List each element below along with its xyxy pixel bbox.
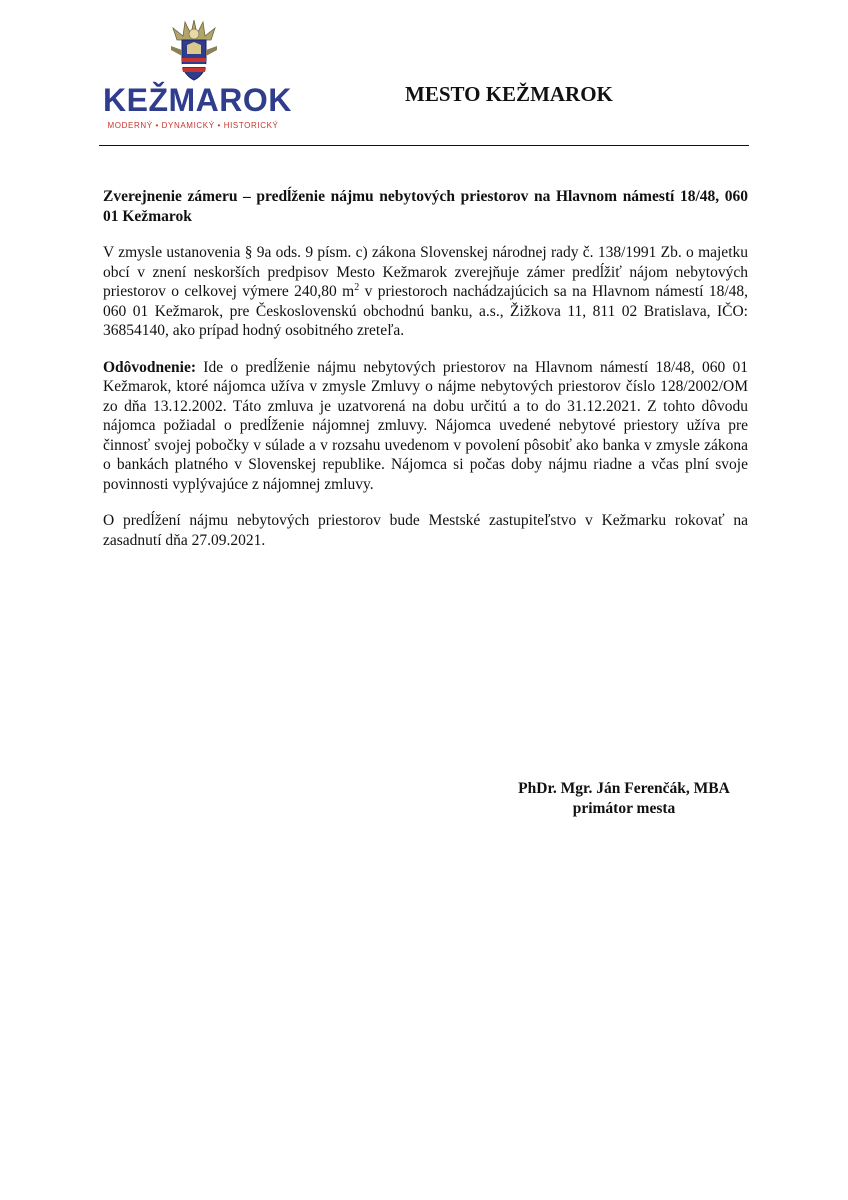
- justification-text: Ide o predĺženie nájmu nebytových priestorov na Hlavnom námestí 18/48, 060 01 Kežmarok, ktoré nájomca užíva v zmysle Zmluvy o nájme nebytových priestorov číslo 128/2002/OM zo dňa 13.12.2002. Táto zmluva je uzatvorená na dobu určitú a to do 31.12.2021. Z tohto dôvodu nájomca požiadal o predĺženie nájomnej zmluvy. Nájomca uvedené nebytové priestory užíva pre činnosť svojej pobočky v súlade a v rozsahu uvedenom v povolení pôsobiť ako banka v zmysle zákona o bankách platného v Slovenskej republike. Nájomca si počas doby nájmu riadne a včas plní svoje povinnosti vyplývajúce z nájomnej zmluvy.: [103, 358, 748, 493]
- signatory-name: PhDr. Mgr. Ján Ferenčák, MBA: [518, 780, 730, 797]
- unit-superscript: 2: [354, 281, 360, 293]
- header-divider: [99, 145, 749, 146]
- intro-text-end: v priestoroch nachádzajúcich sa na Hlavnom námestí 18/48, 060 01 Kežmarok, pre Československú obchodnú banku, a.s., Žižkova 11, 811 02 Bratislava, IČO: 36854140, ako prípad hodný osobitného zreteľa.: [103, 283, 748, 339]
- signature-block: [500, 779, 748, 819]
- city-logo: [103, 20, 292, 130]
- intro-text-start: V zmysle ustanovenia § 9a ods. 9 písm. c) zákona Slovenskej národnej rady č. 138/1991 Zb. o majetku obcí v znení neskorších predpisov Mesto Kežmarok zverejňuje zámer predĺžiť nájom nebytových priestorov o celkovej výmere 240,80 m: [103, 244, 748, 300]
- document-body: [103, 187, 748, 567]
- page-title: MESTO KEŽMAROK: [405, 82, 613, 106]
- document-title: Zverejnenie zámeru – predĺženie nájmu nebytových priestorov na Hlavnom námestí 18/48, 060 01 Kežmarok: [103, 188, 748, 225]
- signatory-role: primátor mesta: [572, 800, 676, 817]
- logo-tagline: MODERNÝ • DYNAMICKÝ • HISTORICKÝ: [107, 121, 279, 130]
- closing-paragraph: O predĺžení nájmu nebytových priestorov bude Mestské zastupiteľstvo v Kežmarku rokovať na zasadnutí dňa 27.09.2021.: [103, 512, 748, 549]
- intro-paragraph: [103, 243, 748, 341]
- justification-paragraph: [103, 358, 748, 495]
- coat-of-arms-icon: [169, 20, 219, 82]
- logo-name: KEŽMAROK: [103, 82, 292, 118]
- justification-label: Odôvodnenie:: [103, 358, 197, 376]
